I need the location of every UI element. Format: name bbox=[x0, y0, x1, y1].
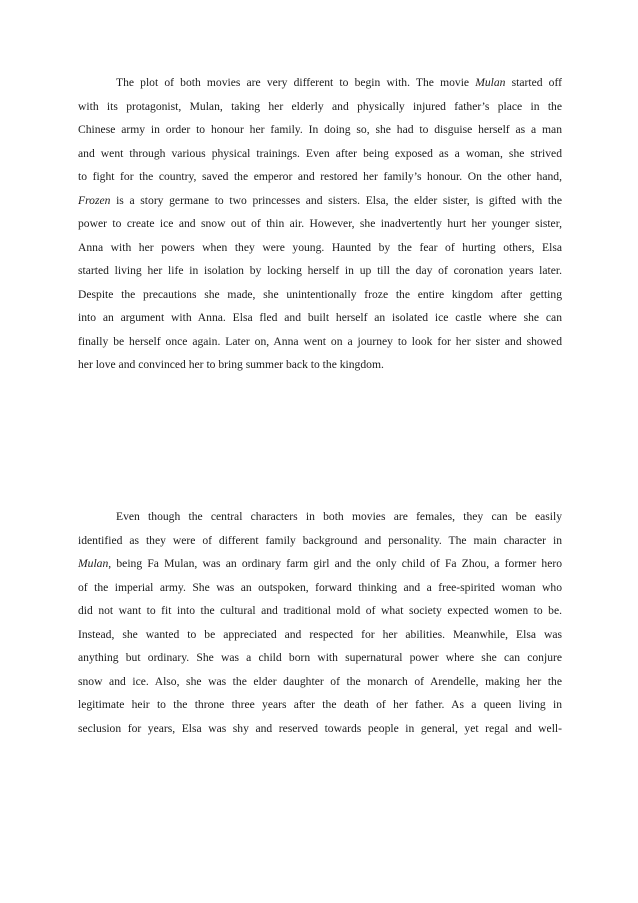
movie-title-frozen: Frozen bbox=[78, 193, 111, 207]
movie-title-mulan: Mulan bbox=[78, 557, 109, 570]
text-line: The plot of both movies are very different to begin with. The movie Mulan started off bbox=[116, 76, 562, 89]
text-line: Frozen is a story germane to two princesses and sisters. Elsa, the elder sister, is gifted with the bbox=[78, 193, 562, 207]
text-line: legitimate heir to the throne three years after the death of her father. As a queen living in bbox=[78, 698, 562, 711]
text-line: of the imperial army. She was an outspoken, forward thinking and a free-spirited woman who bbox=[78, 580, 562, 594]
text-line: power to create ice and snow out of thin air. However, she inadvertently hurt her younger sister, bbox=[78, 217, 562, 230]
text-line: Even though the central characters in both movies are females, they can be easily bbox=[116, 510, 562, 523]
paragraph-characters bbox=[78, 505, 562, 740]
text-line: snow and ice. Also, she was the elder daughter of the monarch of Arendelle, making her the bbox=[78, 674, 562, 688]
text-line: Mulan, being Fa Mulan, was an ordinary farm girl and the only child of Fa Zhou, a former hero bbox=[78, 557, 562, 570]
text-line: with its protagonist, Mulan, taking her elderly and physically injured father’s place in the bbox=[78, 99, 562, 113]
text-line: her love and convinced her to bring summer back to the kingdom. bbox=[78, 358, 384, 371]
text-line: Chinese army in order to honour her family. In doing so, she had to disguise herself as a man bbox=[78, 123, 562, 136]
text-line: did not want to fit into the cultural and traditional mold of what society expected women to be. bbox=[78, 604, 562, 617]
text-line: finally be herself once again. Later on, Anna went on a journey to look for her sister and showed bbox=[78, 334, 562, 348]
paragraph-plot bbox=[78, 71, 562, 377]
text-line: Despite the precautions she made, she unintentionally froze the entire kingdom after getting bbox=[78, 287, 562, 301]
text-line: Instead, she wanted to be appreciated and respected for her abilities. Meanwhile, Elsa was bbox=[78, 627, 562, 641]
text-line: started living her life in isolation by locking herself in up till the day of coronation years later. bbox=[78, 264, 562, 277]
text-line: seclusion for years, Elsa was shy and reserved towards people in general, yet regal and well- bbox=[78, 721, 562, 735]
text-line: identified as they were of different family background and personality. The main character in bbox=[78, 533, 562, 547]
text-line: and went through various physical trainings. Even after being exposed as a woman, she strived bbox=[78, 146, 562, 160]
text-line: anything but ordinary. She was a child born with supernatural power where she can conjure bbox=[78, 651, 562, 664]
text-line: into an argument with Anna. Elsa fled and built herself an isolated ice castle where she can bbox=[78, 311, 562, 324]
text-line: to fight for the country, saved the emperor and restored her family’s honour. On the other hand, bbox=[78, 170, 562, 183]
text-line: Anna with her powers when they were young. Haunted by the fear of hurting others, Elsa bbox=[78, 240, 562, 254]
movie-title-mulan: Mulan bbox=[475, 76, 506, 89]
